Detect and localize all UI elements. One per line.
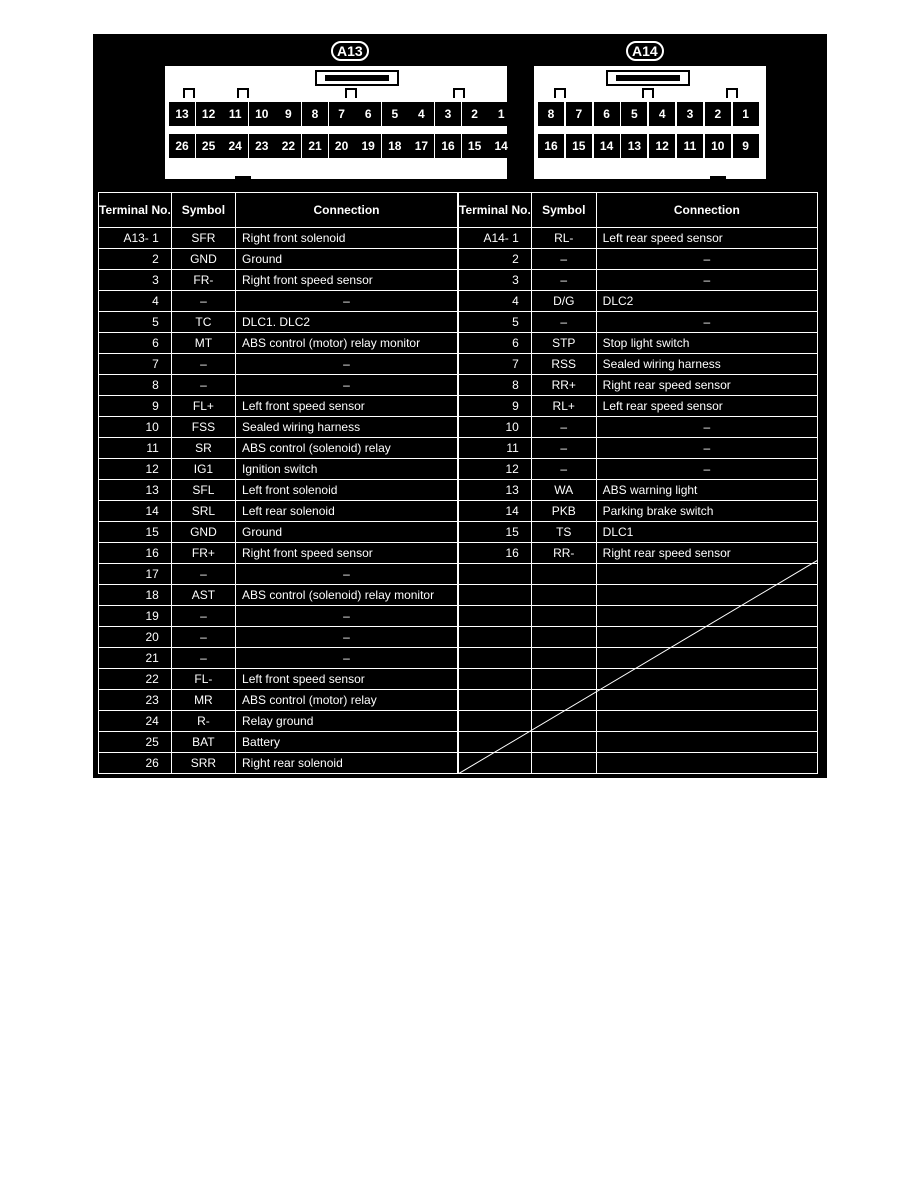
cell-terminal-no: 26 xyxy=(99,753,172,774)
connector-a13-pin: 13 xyxy=(169,102,195,126)
table-row xyxy=(459,459,818,480)
empty-cell xyxy=(531,627,596,648)
empty-cell xyxy=(531,732,596,753)
connector-a13-pin: 6 xyxy=(355,102,381,126)
connector-a14-key xyxy=(642,88,654,98)
cell-connection: – xyxy=(596,270,817,291)
connector-a14-pin: 12 xyxy=(649,134,675,158)
table-row xyxy=(459,501,818,522)
empty-cell xyxy=(531,585,596,606)
empty-cell xyxy=(596,711,817,732)
connector-a13-pin: 23 xyxy=(249,134,275,158)
empty-cell xyxy=(596,732,817,753)
cell-connection: – xyxy=(596,417,817,438)
cell-terminal-no: 10 xyxy=(459,417,532,438)
table-row xyxy=(459,543,818,564)
connector-a13-pin: 25 xyxy=(196,134,222,158)
cell-connection: Parking brake switch xyxy=(596,501,817,522)
cell-symbol: – xyxy=(171,648,235,669)
empty-cell xyxy=(459,753,532,774)
table-row xyxy=(459,375,818,396)
cell-symbol: – xyxy=(171,354,235,375)
header-symbol: Symbol xyxy=(531,193,596,228)
connector-a14-pin: 9 xyxy=(733,134,759,158)
cell-connection: Ground xyxy=(236,249,458,270)
cell-symbol: – xyxy=(171,375,235,396)
cell-terminal-no: 16 xyxy=(459,543,532,564)
cell-connection: Battery xyxy=(236,732,458,753)
cell-connection: DLC1 xyxy=(596,522,817,543)
table-row xyxy=(459,606,818,627)
empty-cell xyxy=(596,669,817,690)
table-row xyxy=(99,585,458,606)
cell-terminal-no: 5 xyxy=(459,312,532,333)
empty-cell xyxy=(459,690,532,711)
connector-a14-pin: 14 xyxy=(594,134,620,158)
table-row xyxy=(99,354,458,375)
cell-connection: – xyxy=(596,249,817,270)
cell-symbol: – xyxy=(531,270,596,291)
cell-symbol: AST xyxy=(171,585,235,606)
connector-a13-pin: 11 xyxy=(222,102,248,126)
cell-connection: ABS warning light xyxy=(596,480,817,501)
empty-cell xyxy=(459,564,532,585)
cell-symbol: – xyxy=(171,627,235,648)
table-row xyxy=(459,753,818,774)
table-row xyxy=(99,648,458,669)
cell-connection: Stop light switch xyxy=(596,333,817,354)
empty-cell xyxy=(459,711,532,732)
table-row xyxy=(99,480,458,501)
cell-terminal-no: 10 xyxy=(99,417,172,438)
connector-a14-key xyxy=(554,88,566,98)
cell-terminal-no: 7 xyxy=(459,354,532,375)
cell-symbol: BAT xyxy=(171,732,235,753)
table-row xyxy=(99,732,458,753)
cell-terminal-no: 14 xyxy=(99,501,172,522)
table-row xyxy=(99,543,458,564)
cell-terminal-no: 9 xyxy=(459,396,532,417)
cell-symbol: FL+ xyxy=(171,396,235,417)
empty-cell xyxy=(531,690,596,711)
table-row xyxy=(459,333,818,354)
cell-symbol: FR- xyxy=(171,270,235,291)
cell-symbol: – xyxy=(171,291,235,312)
cell-symbol: – xyxy=(531,312,596,333)
cell-symbol: TC xyxy=(171,312,235,333)
table-row xyxy=(99,690,458,711)
header-connection: Connection xyxy=(236,193,458,228)
connector-a14-pin: 16 xyxy=(538,134,564,158)
empty-cell xyxy=(596,627,817,648)
empty-cell xyxy=(459,627,532,648)
table-row xyxy=(459,438,818,459)
cell-connection: – xyxy=(596,312,817,333)
connector-a13-key xyxy=(237,88,249,98)
connector-a13-pin: 21 xyxy=(302,134,328,158)
connector-a14-key xyxy=(726,88,738,98)
cell-symbol: FR+ xyxy=(171,543,235,564)
empty-cell xyxy=(459,648,532,669)
cell-connection: Right rear speed sensor xyxy=(596,375,817,396)
cell-symbol: RSS xyxy=(531,354,596,375)
cell-symbol: STP xyxy=(531,333,596,354)
table-row xyxy=(459,312,818,333)
connector-a13-pin: 8 xyxy=(302,102,328,126)
cell-terminal-no: 2 xyxy=(459,249,532,270)
table-row xyxy=(99,627,458,648)
terminal-tables xyxy=(98,192,818,774)
table-row xyxy=(459,564,818,585)
table-row xyxy=(99,333,458,354)
connector-a13-pin: 2 xyxy=(462,102,488,126)
cell-terminal-no: 17 xyxy=(99,564,172,585)
empty-cell xyxy=(459,606,532,627)
table-row xyxy=(459,648,818,669)
cell-terminal-no: 25 xyxy=(99,732,172,753)
cell-symbol: FL- xyxy=(171,669,235,690)
table-row xyxy=(99,669,458,690)
empty-cell xyxy=(531,711,596,732)
cell-symbol: IG1 xyxy=(171,459,235,480)
connector-a14-pin: 15 xyxy=(566,134,592,158)
connector-a14-pin: 3 xyxy=(677,102,703,126)
empty-cell xyxy=(531,669,596,690)
header-connection: Connection xyxy=(596,193,817,228)
connector-a13-pin: 4 xyxy=(408,102,434,126)
connector-a14-pin: 4 xyxy=(649,102,675,126)
cell-terminal-no: 14 xyxy=(459,501,532,522)
cell-terminal-no: 19 xyxy=(99,606,172,627)
cell-symbol: SRL xyxy=(171,501,235,522)
table-row xyxy=(459,354,818,375)
cell-connection: ABS control (solenoid) relay xyxy=(236,438,458,459)
cell-symbol: SR xyxy=(171,438,235,459)
cell-symbol: RR+ xyxy=(531,375,596,396)
empty-cell xyxy=(596,753,817,774)
cell-symbol: FSS xyxy=(171,417,235,438)
connector-a13-pin: 16 xyxy=(435,134,461,158)
cell-connection: Right rear solenoid xyxy=(236,753,458,774)
empty-cell xyxy=(531,564,596,585)
table-row xyxy=(99,501,458,522)
table-row xyxy=(459,480,818,501)
cell-symbol: SFL xyxy=(171,480,235,501)
header-terminal-no: Terminal No. xyxy=(99,193,172,228)
connector-a13-pin: 3 xyxy=(435,102,461,126)
connector-a13-pin: 12 xyxy=(196,102,222,126)
cell-symbol: SRR xyxy=(171,753,235,774)
empty-cell xyxy=(459,585,532,606)
cell-terminal-no: 2 xyxy=(99,249,172,270)
cell-connection: Sealed wiring harness xyxy=(236,417,458,438)
cell-symbol: GND xyxy=(171,249,235,270)
connector-a13-pin: 17 xyxy=(408,134,434,158)
cell-connection: DLC1. DLC2 xyxy=(236,312,458,333)
cell-symbol: TS xyxy=(531,522,596,543)
table-a14-header xyxy=(459,193,818,228)
cell-symbol: – xyxy=(531,438,596,459)
cell-connection: Left rear solenoid xyxy=(236,501,458,522)
cell-connection: Relay ground xyxy=(236,711,458,732)
table-row xyxy=(459,669,818,690)
table-row xyxy=(99,312,458,333)
table-row xyxy=(99,711,458,732)
table-a13-header xyxy=(99,193,458,228)
connector-a14-pin: 8 xyxy=(538,102,564,126)
cell-connection: – xyxy=(236,648,458,669)
cell-symbol: MR xyxy=(171,690,235,711)
table-row xyxy=(99,249,458,270)
empty-cell xyxy=(596,606,817,627)
empty-cell xyxy=(531,648,596,669)
cell-terminal-no: A14- 1 xyxy=(459,228,532,249)
cell-connection: ABS control (motor) relay xyxy=(236,690,458,711)
cell-terminal-no: 11 xyxy=(459,438,532,459)
cell-terminal-no: 23 xyxy=(99,690,172,711)
cell-terminal-no: 18 xyxy=(99,585,172,606)
cell-connection: Left front speed sensor xyxy=(236,396,458,417)
connector-a14-pin: 11 xyxy=(677,134,703,158)
connector-a13-pin: 10 xyxy=(249,102,275,126)
connector-a13-pin: 22 xyxy=(275,134,301,158)
cell-terminal-no: 9 xyxy=(99,396,172,417)
table-row xyxy=(459,690,818,711)
cell-terminal-no: 4 xyxy=(99,291,172,312)
table-row xyxy=(99,375,458,396)
connector-a13-latch xyxy=(315,70,399,86)
cell-connection: – xyxy=(236,291,458,312)
cell-symbol: – xyxy=(531,459,596,480)
cell-connection: Left rear speed sensor xyxy=(596,228,817,249)
cell-connection: Right front speed sensor xyxy=(236,543,458,564)
cell-terminal-no: 24 xyxy=(99,711,172,732)
table-row xyxy=(99,228,458,249)
table-row xyxy=(459,711,818,732)
cell-symbol: RR- xyxy=(531,543,596,564)
cell-terminal-no: 6 xyxy=(99,333,172,354)
cell-connection: Left front speed sensor xyxy=(236,669,458,690)
connector-a14-pin: 10 xyxy=(705,134,731,158)
table-a14 xyxy=(458,192,818,774)
table-row xyxy=(99,396,458,417)
connector-a14-pin: 6 xyxy=(594,102,620,126)
connector-a14-latch xyxy=(606,70,690,86)
connector-a13-pin: 9 xyxy=(275,102,301,126)
cell-symbol: – xyxy=(531,249,596,270)
cell-terminal-no: 8 xyxy=(459,375,532,396)
connector-a14-pin: 7 xyxy=(566,102,592,126)
connector-a14-pin: 5 xyxy=(621,102,647,126)
connector-a13-label: A13 xyxy=(331,41,369,61)
connector-a13-pin: 15 xyxy=(462,134,488,158)
empty-cell xyxy=(459,732,532,753)
table-row xyxy=(99,606,458,627)
connector-a13-pin: 1 xyxy=(488,102,514,126)
cell-symbol: – xyxy=(171,606,235,627)
connector-a14-pin: 2 xyxy=(705,102,731,126)
empty-cell xyxy=(596,648,817,669)
empty-cell xyxy=(596,585,817,606)
table-row xyxy=(459,732,818,753)
connector-a13-pin: 5 xyxy=(382,102,408,126)
table-a13 xyxy=(98,192,458,774)
connector-a13-pin: 26 xyxy=(169,134,195,158)
cell-connection: – xyxy=(236,354,458,375)
cell-connection: Right front speed sensor xyxy=(236,270,458,291)
cell-connection: ABS control (motor) relay monitor xyxy=(236,333,458,354)
wiring-figure xyxy=(93,34,827,778)
cell-terminal-no: 22 xyxy=(99,669,172,690)
table-row xyxy=(99,522,458,543)
cell-connection: – xyxy=(236,375,458,396)
cell-symbol: R- xyxy=(171,711,235,732)
table-row xyxy=(459,627,818,648)
cell-symbol: – xyxy=(171,564,235,585)
cell-terminal-no: 3 xyxy=(99,270,172,291)
connector-a14-pin: 1 xyxy=(733,102,759,126)
cell-symbol: GND xyxy=(171,522,235,543)
empty-cell xyxy=(596,690,817,711)
connector-a13-pin: 14 xyxy=(488,134,514,158)
table-row xyxy=(459,270,818,291)
cell-connection: Right front solenoid xyxy=(236,228,458,249)
cell-symbol: PKB xyxy=(531,501,596,522)
cell-symbol: D/G xyxy=(531,291,596,312)
table-row xyxy=(99,459,458,480)
table-row xyxy=(99,753,458,774)
cell-symbol: RL- xyxy=(531,228,596,249)
table-row xyxy=(459,228,818,249)
connector-a13-key xyxy=(453,88,465,98)
table-row xyxy=(99,564,458,585)
cell-symbol: RL+ xyxy=(531,396,596,417)
connector-a13-key xyxy=(345,88,357,98)
cell-connection: Left rear speed sensor xyxy=(596,396,817,417)
cell-terminal-no: 4 xyxy=(459,291,532,312)
table-row xyxy=(99,270,458,291)
cell-terminal-no: 8 xyxy=(99,375,172,396)
empty-cell xyxy=(459,669,532,690)
cell-connection: Left front solenoid xyxy=(236,480,458,501)
connector-a13-body xyxy=(164,65,508,180)
header-terminal-no: Terminal No. xyxy=(459,193,532,228)
cell-terminal-no: 13 xyxy=(459,480,532,501)
cell-terminal-no: 20 xyxy=(99,627,172,648)
table-row xyxy=(459,585,818,606)
cell-terminal-no: 21 xyxy=(99,648,172,669)
header-symbol: Symbol xyxy=(171,193,235,228)
connector-a14-label: A14 xyxy=(626,41,664,61)
cell-terminal-no: 7 xyxy=(99,354,172,375)
cell-terminal-no: 5 xyxy=(99,312,172,333)
cell-terminal-no: 16 xyxy=(99,543,172,564)
cell-connection: Ground xyxy=(236,522,458,543)
cell-symbol: WA xyxy=(531,480,596,501)
connector-a13-pin: 18 xyxy=(382,134,408,158)
cell-terminal-no: A13- 1 xyxy=(99,228,172,249)
table-row xyxy=(99,417,458,438)
cell-connection: – xyxy=(236,627,458,648)
table-row xyxy=(459,522,818,543)
connector-a14-body xyxy=(533,65,767,180)
table-row xyxy=(99,291,458,312)
empty-cell xyxy=(531,753,596,774)
cell-connection: Ignition switch xyxy=(236,459,458,480)
cell-terminal-no: 6 xyxy=(459,333,532,354)
table-row xyxy=(459,291,818,312)
cell-connection: – xyxy=(596,438,817,459)
connector-diagram xyxy=(93,34,827,184)
cell-symbol: – xyxy=(531,417,596,438)
cell-terminal-no: 13 xyxy=(99,480,172,501)
empty-cell xyxy=(596,564,817,585)
table-row xyxy=(459,249,818,270)
table-row xyxy=(99,438,458,459)
connector-a13-pin: 19 xyxy=(355,134,381,158)
cell-terminal-no: 11 xyxy=(99,438,172,459)
cell-connection: DLC2 xyxy=(596,291,817,312)
cell-connection: – xyxy=(236,564,458,585)
cell-terminal-no: 15 xyxy=(459,522,532,543)
cell-terminal-no: 3 xyxy=(459,270,532,291)
empty-cell xyxy=(531,606,596,627)
cell-connection: Right rear speed sensor xyxy=(596,543,817,564)
table-row xyxy=(459,396,818,417)
cell-symbol: SFR xyxy=(171,228,235,249)
connector-a13-pin: 24 xyxy=(222,134,248,158)
cell-terminal-no: 12 xyxy=(459,459,532,480)
cell-connection: – xyxy=(236,606,458,627)
cell-connection: Sealed wiring harness xyxy=(596,354,817,375)
table-row xyxy=(459,417,818,438)
connector-a13-pin: 7 xyxy=(329,102,355,126)
cell-symbol: MT xyxy=(171,333,235,354)
connector-a14-pin: 13 xyxy=(621,134,647,158)
cell-terminal-no: 15 xyxy=(99,522,172,543)
connector-a13-pin: 20 xyxy=(329,134,355,158)
cell-connection: – xyxy=(596,459,817,480)
cell-terminal-no: 12 xyxy=(99,459,172,480)
cell-connection: ABS control (solenoid) relay monitor xyxy=(236,585,458,606)
connector-a13-key xyxy=(183,88,195,98)
